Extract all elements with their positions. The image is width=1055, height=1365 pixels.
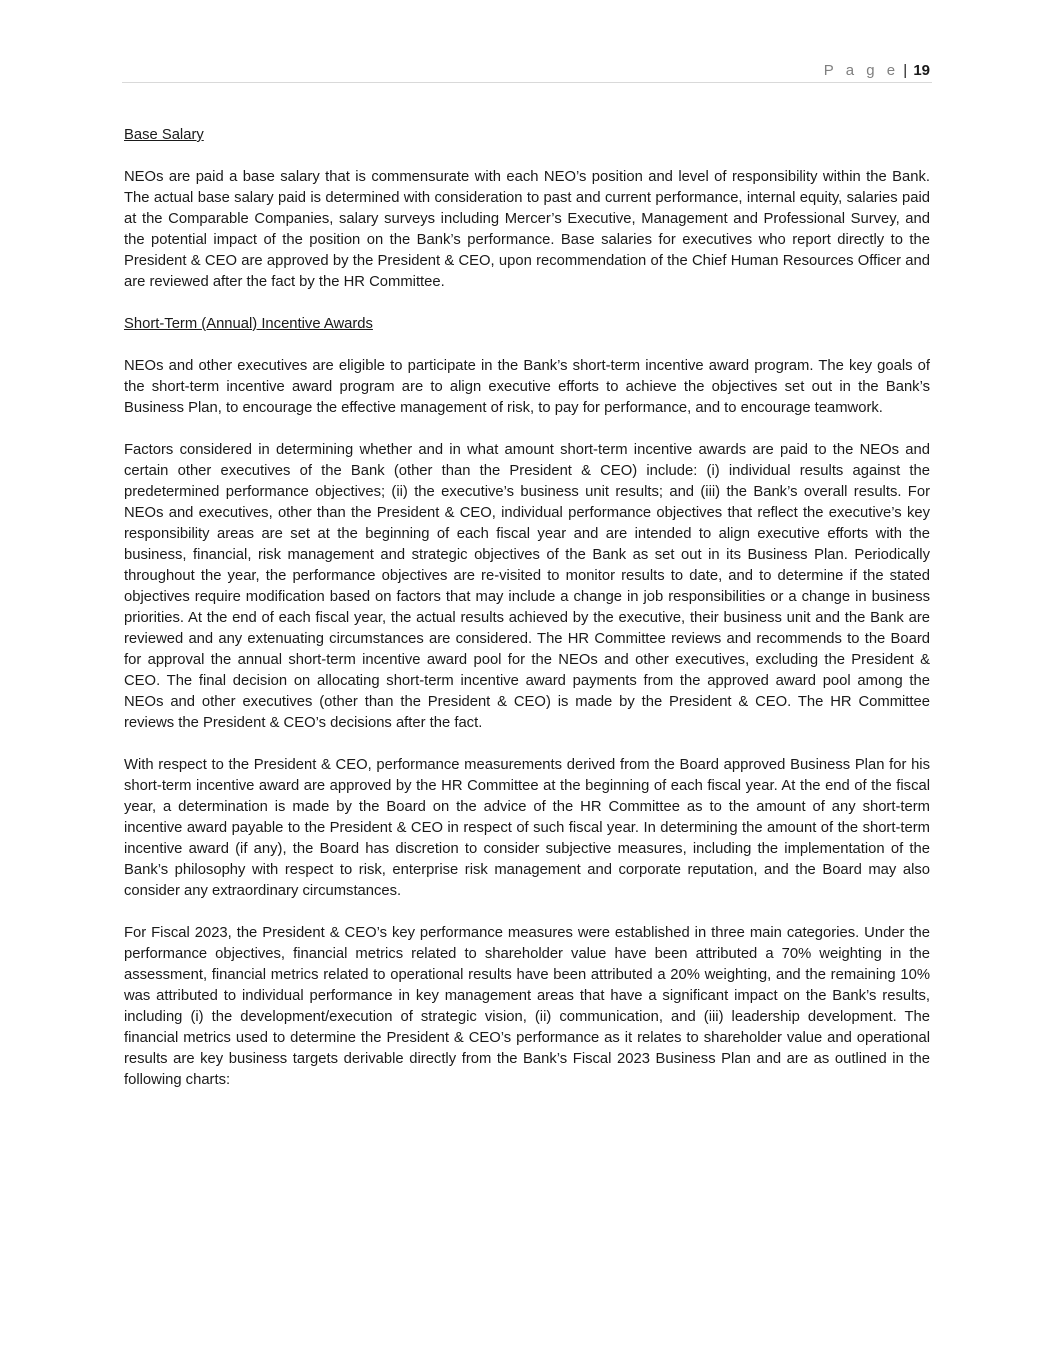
page-separator: | [903, 62, 908, 79]
section-heading-base-salary: Base Salary [124, 127, 204, 143]
page-number [824, 62, 930, 80]
paragraph-short-term-factors: Factors considered in determining whether and in what amount short-term incentive awards are paid to the NEOs and certain other executives of the Bank (other than the President & CEO) include: (i) individual results against the predetermined performance objectives; (ii) the executive’s business unit results; and (iii) the Bank’s overall results. For NEOs and executives, other than the President & CEO, individual performance objectives that reflect the executive’s key responsibility areas are set at the beginning of each fiscal year and are intended to align executive efforts with the business, financial, risk management and strategic objectives of the Bank as set out in its Business Plan. Periodically throughout the year, the performance objectives are re-visited to monitor results to date, and to determine if the stated objectives require modification based on factors that may include a change in job responsibilities or a change in business priorities. At the end of each fiscal year, the actual results achieved by the executive, their business unit and the Bank are reviewed and any extenuating circumstances are considered. The HR Committee reviews and recommends to the Board for approval the annual short-term incentive award pool for the NEOs and other executives, excluding the President & CEO. The final decision on allocating short-term incentive award payments from the approved award pool among the NEOs and other executives (other than the President & CEO) is made by the President & CEO. The HR Committee reviews the President & CEO’s decisions after the fact. [124, 442, 930, 731]
page-header [122, 58, 932, 83]
paragraph-fiscal-2023-measures: For Fiscal 2023, the President & CEO’s key performance measures were established in three main categories. Under the performance objectives, financial metrics related to shareholder value have been attributed a 70% weighting in the assessment, financial metrics related to operational results have been attributed a 20% weighting, and the remaining 10% was attributed to individual performance in key management areas that have a significant impact on the Bank’s results, including (i) the development/execution of strategic vision, (ii) communication, and (iii) leadership development. The financial metrics used to determine the President & CEO’s performance as it relates to shareholder value and operational results are key business targets derivable directly from the Bank’s Fiscal 2023 Business Plan and are as outlined in the following charts: [124, 925, 930, 1088]
paragraph-short-term-program: NEOs and other executives are eligible to participate in the Bank’s short-term incentive award program. The key goals of the short-term incentive award program are to align executive efforts to achieve the objectives set out in the Bank’s Business Plan, to encourage the effective management of risk, to pay for performance, and to encourage teamwork. [124, 358, 930, 416]
paragraph-ceo-performance: With respect to the President & CEO, performance measurements derived from the Board approved Business Plan for his short-term incentive award are approved by the HR Committee at the beginning of each fiscal year. At the end of the fiscal year, a determination is made by the Board on the advice of the HR Committee as to the amount of any short-term incentive award payable to the President & CEO in respect of such fiscal year. In determining the amount of the short-term incentive award (if any), the Board has discretion to consider subjective measures, including the implementation of the Bank’s philosophy with respect to risk, enterprise risk management and corporate reputation, and the Board may also consider any extraordinary circumstances. [124, 757, 930, 899]
document-body [124, 125, 930, 1112]
paragraph-base-salary: NEOs are paid a base salary that is commensurate with each NEO’s position and level of responsibility within the Bank. The actual base salary paid is determined with consideration to past and current performance, internal equity, salaries paid at the Comparable Companies, salary surveys including Mercer’s Executive, Management and Professional Survey, and the potential impact of the position on the Bank’s performance. Base salaries for executives who report directly to the President & CEO are approved by the President & CEO, upon recommendation of the Chief Human Resources Officer and are reviewed after the fact by the HR Committee. [124, 169, 930, 290]
page-number-value: 19 [913, 62, 930, 79]
page-label: P a g e [823, 62, 900, 79]
section-heading-short-term-incentive: Short-Term (Annual) Incentive Awards [124, 316, 373, 332]
